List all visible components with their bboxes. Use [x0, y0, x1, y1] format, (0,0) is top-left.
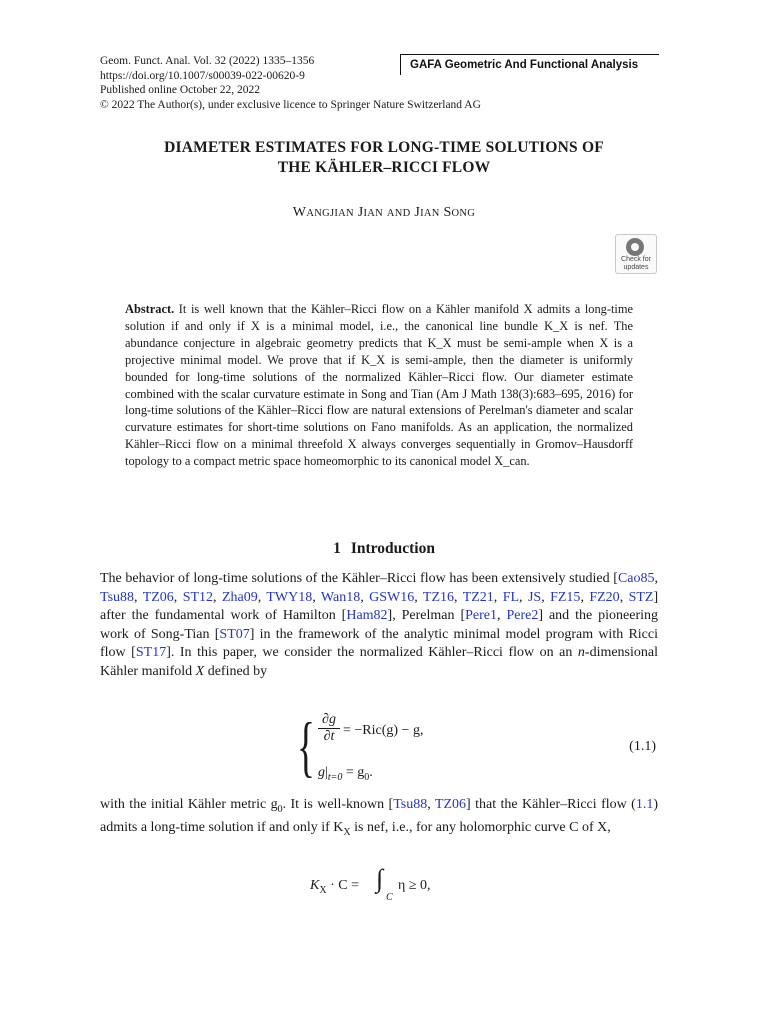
author-1-initial: W: [292, 205, 307, 220]
author-conjunction: AND: [386, 208, 411, 219]
citation-link[interactable]: TZ06: [142, 589, 174, 605]
citation-link[interactable]: GSW16: [369, 589, 415, 605]
author-list: [80, 205, 688, 221]
math-sub: t=0: [327, 771, 343, 783]
math-var: g: [318, 765, 325, 780]
equation-lhs: [310, 878, 359, 896]
journal-badge: [400, 54, 659, 75]
time-derivative-fraction: [318, 712, 340, 745]
citation-link[interactable]: TWY18: [266, 589, 313, 605]
citation-list: Cao85, Tsu88, TZ06, ST12, Zha09, TWY18, Wan18, GSW16, TZ16, TZ21, FL, JS, FZ15, FZ20, STZ: [100, 571, 658, 605]
citation-link[interactable]: ST17: [135, 645, 167, 661]
abstract: [125, 301, 633, 470]
section-number: 1: [333, 540, 341, 557]
abstract-text: It is well known that the Kähler–Ricci flow on a Kähler manifold X admits a long-time solution if and only if X is a minimal model, i.e., the canonical line bundle K_X is nef. The abundance conjecture in algebraic geometry predicts that K_X must be semi-ample when X is a projective minimal model. We prove that if K_X is semi-ample, then the diameter is uniformly bounded for long-time solutions of the normalized Kähler–Ricci flow. Our diameter estimate combined with the scalar curvature estimate in Song and Tian (Am J Math 138(3):683–695, 2016) for long-time solutions of the Kähler–Ricci flow are natural extensions of Perelman's diameter and scalar curvature estimates for short-time solutions on Fano manifolds. As an application, the normalized Kähler–Ricci flow on a minimal threefold X always converges sequentially in Gromov–Hausdorff topology to a compact metric space homeomorphic to its canonical model X_can.: [125, 302, 633, 469]
paper-title: [80, 138, 688, 178]
equation-1-1: [100, 708, 658, 786]
citation-link[interactable]: Pere2: [506, 608, 539, 624]
citation-link[interactable]: FL: [502, 589, 520, 605]
author-1-last: IAN: [363, 208, 384, 219]
citation-link[interactable]: Ham82: [346, 608, 388, 624]
fraction-numerator: ∂g: [318, 712, 340, 729]
math-var: X: [195, 663, 205, 679]
citation-link[interactable]: Zha09: [221, 589, 258, 605]
math-sub: 0: [364, 771, 370, 783]
citation-link[interactable]: ST07: [219, 626, 250, 642]
text-run: with the initial Kähler metric g: [100, 797, 278, 812]
flow-rhs: = −Ric(g) − g,: [343, 723, 424, 738]
check-updates-label: [616, 256, 656, 271]
citation-link[interactable]: Pere1: [465, 608, 498, 624]
math-sub: X: [343, 827, 351, 839]
citation-link[interactable]: Tsu88: [100, 589, 135, 605]
citation-link[interactable]: Tsu88: [393, 797, 428, 812]
text-run: defined by: [204, 663, 268, 679]
citation-link[interactable]: TZ06: [434, 797, 467, 812]
math-text: · C =: [326, 878, 359, 893]
citation-link[interactable]: FZ20: [589, 589, 620, 605]
fraction-denominator: ∂t: [323, 729, 335, 744]
author-2-first: IAN: [420, 208, 440, 219]
text-run: ] that the Kähler–Ricci flow (: [466, 797, 636, 812]
title-line-1: DIAMETER ESTIMATES FOR LONG-TIME SOLUTIONS OF: [164, 139, 604, 156]
publication-date: Published online October 22, 2022: [100, 84, 261, 97]
left-brace: {: [297, 708, 315, 784]
copyright-notice: © 2022 The Author(s), under exclusive licence to Springer Nature Switzerland AG: [100, 98, 481, 111]
intro-paragraph-2: with the initial Kähler metric $g_0$. It is well-known [Tsu88, TZ06] that the Kähler–Ricci flow (1.1) admits a long-time solution if and only if $K_X$ is nef, i.e., for any holomorphic curve C of X,: [100, 797, 658, 839]
text-run: ) admits a long-time solution if and only if K: [100, 797, 658, 836]
citation-link[interactable]: TZ16: [422, 589, 455, 605]
doi-link[interactable]: https://doi.org/10.1007/s00039-022-00620-9: [100, 69, 305, 82]
text-run: ] and the pioneering work of Song-Tian [: [100, 608, 659, 642]
author-2-last: ONG: [451, 208, 476, 219]
math-sub: 0: [277, 803, 283, 815]
equation-link[interactable]: 1.1: [635, 797, 654, 812]
integral-domain: C: [386, 892, 393, 903]
initial-condition: $g|_{t=0} = g_0$.: [318, 765, 373, 783]
section-heading: [100, 540, 668, 558]
abstract-label: Abstract.: [125, 302, 175, 316]
journal-citation: Geom. Funct. Anal. Vol. 32 (2022) 1335–1356: [100, 55, 315, 67]
math-text: .: [369, 765, 373, 780]
equation-number: (1.1): [629, 739, 656, 754]
check-updates-line-1: Check for: [621, 256, 651, 263]
citation-link[interactable]: FZ15: [550, 589, 581, 605]
intro-paragraph-1: The behavior of long-time solutions of the Kähler–Ricci flow has been extensively studied [Cao85, Tsu88, TZ06, ST12, Zha09, TWY18, Wan18, GSW16, TZ16, TZ21, FL, JS, FZ15, FZ20, STZ] after the fundamental work of Hamilton [Ham82], Perelman [Pere1, Pere2] and the pioneering work of Song-Tian [ST07] in the framework of the analytic minimal model program with Ricci flow [ST17]. In this paper, we consider the normalized Kähler–Ricci flow on an n-dimensional Kähler manifold X defined by: [100, 571, 659, 679]
author-2-initial: J: [414, 205, 421, 220]
math-sub: X: [319, 884, 327, 896]
citation-link[interactable]: JS: [527, 589, 542, 605]
check-updates-icon: [626, 238, 644, 256]
author-1-last-initial: J: [357, 205, 364, 220]
title-line-2: THE KÄHLER–RICCI FLOW: [277, 159, 491, 176]
author-1-first: ANGJIAN: [306, 208, 354, 219]
text-run: ], Perelman [: [387, 608, 466, 624]
text-run: ]. In this paper, we consider the normalized Kähler–Ricci flow on an: [166, 645, 578, 661]
integral-sign: ∫: [376, 864, 384, 893]
author-2-last-initial: S: [443, 205, 452, 220]
citation-link[interactable]: ST12: [182, 589, 214, 605]
section-title: Introduction: [350, 540, 435, 557]
equation-rhs: η ≥ 0,: [398, 878, 431, 893]
text-run: . It is well-known [: [282, 797, 394, 812]
text-run: -dimensional Kähler manifold: [100, 645, 659, 679]
citation-link[interactable]: Wan18: [320, 589, 361, 605]
math-var: n: [577, 645, 585, 661]
text-run: ] in the framework of the analytic minimal model program with Ricci flow [: [100, 626, 658, 661]
check-updates-line-2: updates: [623, 263, 649, 271]
equation-nef-condition: [310, 864, 510, 910]
check-for-updates-badge[interactable]: [615, 234, 657, 274]
text-run: ] after the fundamental work of Hamilton [: [100, 589, 659, 624]
citation-link[interactable]: TZ21: [462, 589, 494, 605]
citation-link[interactable]: Cao85: [617, 571, 655, 586]
text-run: is nef, i.e., for any holomorphic curve C of X,: [350, 820, 611, 836]
math-text: = g: [342, 765, 365, 780]
text-run: The behavior of long-time solutions of the Kähler–Ricci flow has been extensively studied [: [100, 571, 618, 586]
math-var: K: [310, 878, 320, 893]
citation-link[interactable]: STZ: [628, 589, 654, 605]
journal-badge-label: GAFA Geometric And Functional Analysis: [410, 59, 639, 71]
